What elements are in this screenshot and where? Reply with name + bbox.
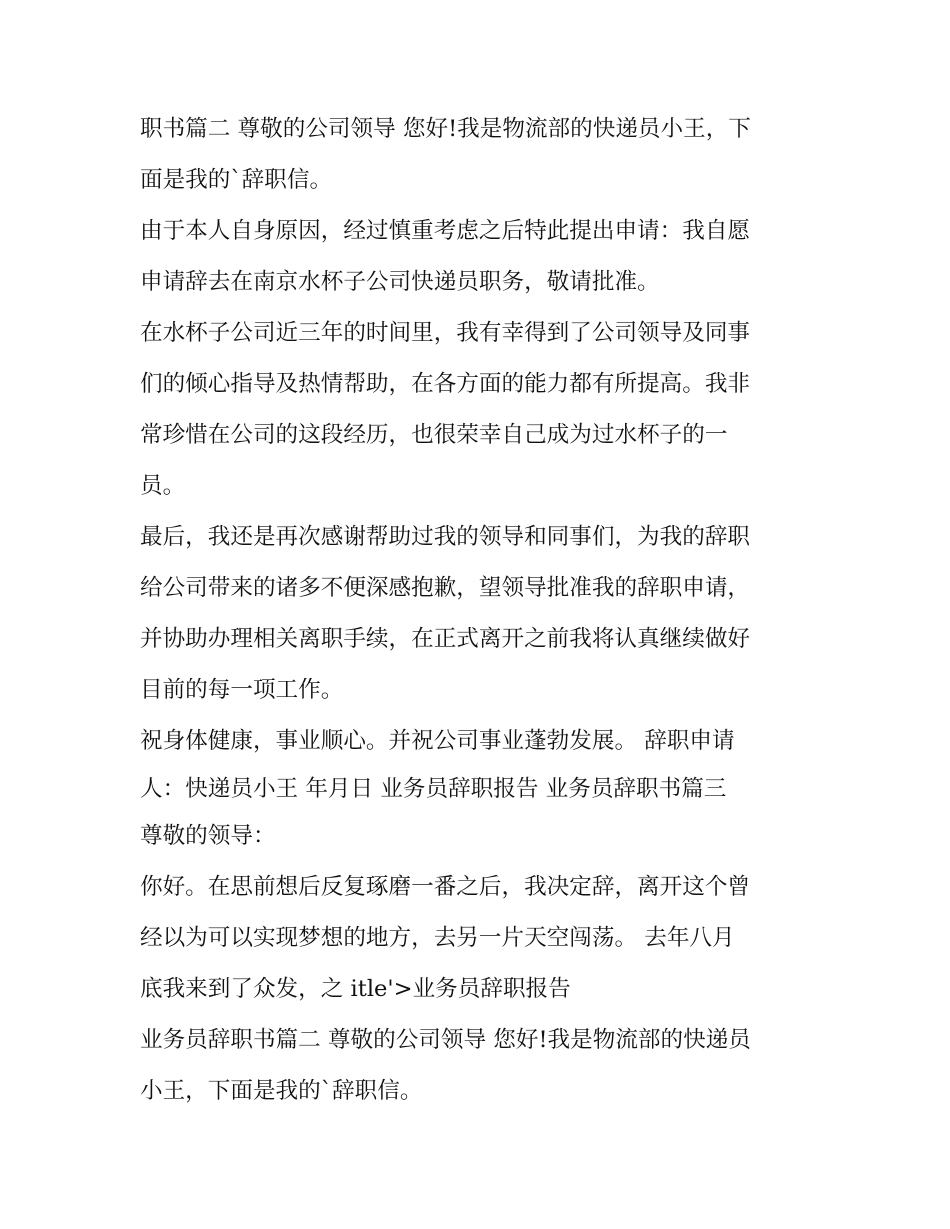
text-line: 申请辞去在南京水杯子公司快递员职务，敬请批准。 bbox=[140, 269, 660, 295]
text-line: 小王，下面是我的`辞职信。 bbox=[140, 1078, 423, 1104]
text-line: 由于本人自身原因，经过慎重考虑之后特此提出申请：我自愿 bbox=[140, 218, 751, 244]
text-line: 祝身体健康，事业顺心。并祝公司事业蓬勃发展。 辞职申请 bbox=[140, 728, 735, 754]
text-line: 你好。在思前想后反复琢磨一番之后，我决定辞，离开这个曾 bbox=[140, 874, 751, 900]
text-line: 尊敬的领导： bbox=[140, 823, 276, 849]
text-line: 在水杯子公司近三年的时间里，我有幸得到了公司领导及同事 bbox=[140, 320, 751, 346]
text-line: 目前的每一项工作。 bbox=[140, 677, 344, 703]
text-line: 面是我的`辞职信。 bbox=[140, 167, 333, 193]
text-line: 人：快递员小王 年月日 业务员辞职报告 业务员辞职书篇三 bbox=[140, 776, 727, 802]
text-line: 并协助办理相关离职手续，在正式离开之前我将认真继续做好 bbox=[140, 626, 751, 652]
text-line: 底我来到了众发，之 itle'>业务员辞职报告 bbox=[140, 976, 571, 1002]
text-line: 们的倾心指导及热情帮助，在各方面的能力都有所提高。我非 bbox=[140, 371, 751, 397]
text-line: 业务员辞职书篇二 尊敬的公司领导 您好!我是物流部的快递员 bbox=[140, 1027, 751, 1053]
text-line: 员。 bbox=[140, 473, 186, 499]
text-line: 经以为可以实现梦想的地方，去另一片天空闯荡。 去年八月 bbox=[140, 925, 735, 951]
document-body bbox=[140, 104, 820, 1117]
text-line: 给公司带来的诸多不便深感抱歉，望领导批准我的辞职申请， bbox=[140, 575, 751, 601]
text-line: 职书篇二 尊敬的公司领导 您好!我是物流部的快递员小王，下 bbox=[140, 116, 751, 142]
text-line: 最后，我还是再次感谢帮助过我的领导和同事们，为我的辞职 bbox=[140, 524, 751, 550]
text-line: 常珍惜在公司的这段经历，也很荣幸自己成为过水杯子的一 bbox=[140, 422, 728, 448]
